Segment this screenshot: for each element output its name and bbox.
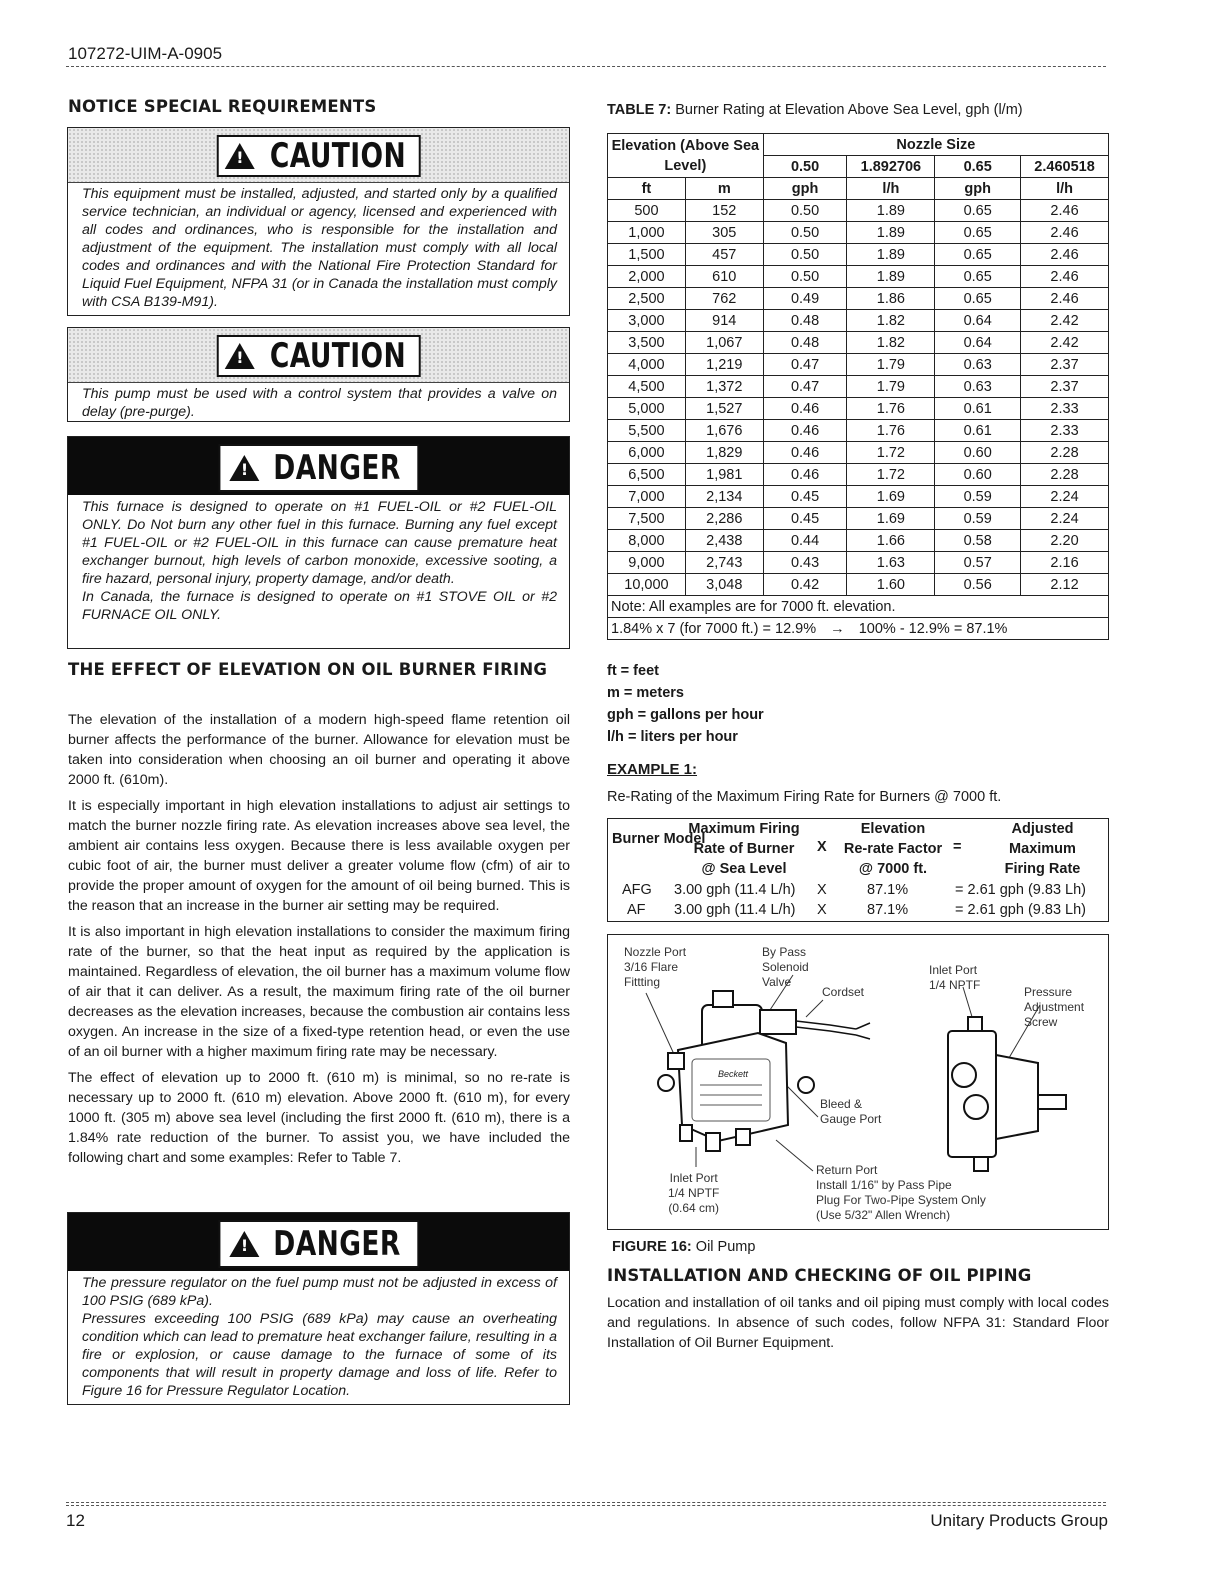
table-cell: 0.61 bbox=[935, 420, 1021, 442]
nozzle-size: 0.50 bbox=[763, 156, 847, 178]
table-cell: 0.60 bbox=[935, 442, 1021, 464]
caution-header bbox=[68, 328, 569, 383]
table-cell: 1.72 bbox=[847, 464, 935, 486]
caution-signal: ! CAUTION bbox=[216, 135, 421, 177]
table-cell: 1.76 bbox=[847, 420, 935, 442]
col-multiply: X bbox=[817, 839, 827, 855]
table-cell: 4,000 bbox=[608, 354, 686, 376]
table-cell: 2.42 bbox=[1021, 332, 1109, 354]
table-cell: 1.63 bbox=[847, 552, 935, 574]
table-cell: 1.60 bbox=[847, 574, 935, 596]
table-cell: 0.43 bbox=[763, 552, 847, 574]
table7-caption: TABLE 7: Burner Rating at Elevation Above Sea Level, gph (l/m) bbox=[607, 102, 1023, 118]
unit-header: gph bbox=[935, 178, 1021, 200]
table-row bbox=[608, 266, 1109, 288]
table-cell: 2,500 bbox=[608, 288, 686, 310]
table-cell: 2.46 bbox=[1021, 266, 1109, 288]
table-cell: 1.79 bbox=[847, 354, 935, 376]
table-cell: 2.28 bbox=[1021, 442, 1109, 464]
table-row bbox=[608, 332, 1109, 354]
table-cell: 0.48 bbox=[763, 310, 847, 332]
table-cell: 0.64 bbox=[935, 332, 1021, 354]
danger-header bbox=[68, 1213, 569, 1271]
table-cell: 2.33 bbox=[1021, 420, 1109, 442]
label-bypass-solenoid: By Pass Solenoid Valve bbox=[762, 945, 809, 989]
table-cell: 2.24 bbox=[1021, 508, 1109, 530]
unit-header: ft bbox=[608, 178, 686, 200]
table-cell: 914 bbox=[685, 310, 763, 332]
table-cell: 0.65 bbox=[935, 200, 1021, 222]
piping-body: Location and installation of oil tanks and oil piping must comply with local codes and regulations. In absence of such codes, follow NFPA 31: Standard Floor Installation of Oil Burner Equipment. bbox=[607, 1295, 1109, 1351]
example-result: = 2.61 gph (9.83 Lh) bbox=[955, 882, 1087, 898]
table-cell: 2.12 bbox=[1021, 574, 1109, 596]
example-factor: 87.1% bbox=[867, 882, 909, 898]
caution-text: This pump must be used with a control system that provides a valve on delay (pre-purge). bbox=[82, 386, 557, 420]
danger-signal: ! DANGER bbox=[220, 446, 417, 490]
table-cell: 0.60 bbox=[935, 464, 1021, 486]
table-row bbox=[608, 222, 1109, 244]
table-cell: 0.45 bbox=[763, 508, 847, 530]
table-cell: 1.66 bbox=[847, 530, 935, 552]
legend-item: gph = gallons per hour bbox=[607, 707, 764, 723]
table-cell: 0.42 bbox=[763, 574, 847, 596]
table-cell: 0.57 bbox=[935, 552, 1021, 574]
col-equals: = bbox=[953, 839, 962, 855]
table-cell: 0.50 bbox=[763, 266, 847, 288]
unit-header: m bbox=[685, 178, 763, 200]
danger-signal: ! DANGER bbox=[220, 1222, 417, 1266]
table-cell: 10,000 bbox=[608, 574, 686, 596]
table-note: Note: All examples are for 7000 ft. elevation. bbox=[608, 596, 1109, 618]
table-row bbox=[608, 530, 1109, 552]
elevation-header: Elevation (Above Sea Level) bbox=[608, 134, 764, 178]
caution-box-pump bbox=[67, 327, 570, 422]
table-cell: 2.46 bbox=[1021, 222, 1109, 244]
table-cell: 5,500 bbox=[608, 420, 686, 442]
table-row bbox=[608, 310, 1109, 332]
table-cell: 0.59 bbox=[935, 508, 1021, 530]
figure16-caption: FIGURE 16: Oil Pump bbox=[612, 1239, 756, 1255]
table-row bbox=[608, 244, 1109, 266]
table-row bbox=[608, 354, 1109, 376]
table-cell: 2.24 bbox=[1021, 486, 1109, 508]
table-cell: 0.47 bbox=[763, 376, 847, 398]
warning-triangle-icon: ! bbox=[224, 143, 254, 169]
table-row bbox=[608, 442, 1109, 464]
svg-text:Beckett: Beckett bbox=[718, 1069, 749, 1079]
danger-box-fuel bbox=[67, 436, 570, 649]
caution-text: This equipment must be installed, adjusted, and started only by a qualified service technician, an individual or agency, licensed and experienced with all codes and ordinances, who is responsible for the installation and adjustment of the equipment. The installation must comply with all local codes and ordinances and with the National Fire Protection Standard for Liquid Fuel Equipment, NFPA 31 (or in Canada the installation must comply with CSA B139-M91). bbox=[82, 186, 557, 310]
piping-heading: INSTALLATION AND CHECKING OF OIL PIPING bbox=[607, 1266, 1032, 1285]
table-cell: 2,743 bbox=[685, 552, 763, 574]
table-cell: 0.64 bbox=[935, 310, 1021, 332]
danger-header bbox=[68, 437, 569, 495]
table-cell: 0.65 bbox=[935, 222, 1021, 244]
table-row bbox=[608, 376, 1109, 398]
table-cell: 2.37 bbox=[1021, 376, 1109, 398]
table-cell: 0.46 bbox=[763, 442, 847, 464]
warning-triangle-icon: ! bbox=[229, 1231, 259, 1257]
table-row bbox=[608, 398, 1109, 420]
danger-text: This furnace is designed to operate on #1 FUEL-OIL or #2 FUEL-OIL ONLY. Do Not burn any other fuel in this furnace. Burning any fuel except #1 FUEL-OIL or #2 FUEL-OIL in this furnace can cause premature heat exchanger burnout, high levels of carbon monoxide, excessive sooting, a fire hazard, personal injury, property damage, and/or death. In Canada, the furnace is designed to operate on #1 STOVE OIL or #2 FURNACE OIL ONLY. bbox=[82, 499, 557, 623]
unit-header: gph bbox=[763, 178, 847, 200]
table-cell: 305 bbox=[685, 222, 763, 244]
table-cell: 6,500 bbox=[608, 464, 686, 486]
paragraph: It is especially important in high elevation installations to adjust air settings to match the burner nozzle firing rate. As elevation increases above sea level, the ambient air contains less oxygen. Because there is less available oxygen per cubic foot of air, the burner must deliver a greater volume flow (cfm) of air to provide the proper amount of oxygen for the amount of oil being burned. This is the reason that an increase in the burner air setting may be required. bbox=[68, 798, 570, 914]
table-cell: 1.82 bbox=[847, 310, 935, 332]
table-cell: 1.76 bbox=[847, 398, 935, 420]
danger-box-pressure bbox=[67, 1212, 570, 1405]
table-cell: 2.16 bbox=[1021, 552, 1109, 574]
danger-text: The pressure regulator on the fuel pump must not be adjusted in excess of 100 PSIG (689 kPa). Pressures exceeding 100 PSIG (689 kPa) may cause an overheating condition which can lead to premature heat exchanger failure, resulting in a fire or explosion, or cause damage to the furnace of some of its components that will result in property damage and loss of life. Refer to Figure 16 for Pressure Regulator Location. bbox=[82, 1275, 557, 1399]
table-cell: 1.89 bbox=[847, 200, 935, 222]
legend-item: m = meters bbox=[607, 685, 684, 701]
header-rule bbox=[66, 66, 1106, 67]
table-row bbox=[608, 420, 1109, 442]
table-cell: 1.79 bbox=[847, 376, 935, 398]
example-model: AF bbox=[627, 902, 646, 918]
nozzle-header: Nozzle Size bbox=[763, 134, 1108, 156]
legend-item: l/h = liters per hour bbox=[607, 729, 738, 745]
warning-triangle-icon: ! bbox=[224, 343, 254, 369]
elevation-body bbox=[68, 710, 570, 1174]
units-legend bbox=[607, 660, 764, 748]
example-multiply: X bbox=[817, 902, 827, 918]
table-cell: 1.89 bbox=[847, 244, 935, 266]
table-cell: 0.56 bbox=[935, 574, 1021, 596]
label-nozzle-port: Nozzle Port 3/16 Flare Fittting bbox=[624, 945, 687, 989]
table-cell: 2.46 bbox=[1021, 244, 1109, 266]
table-cell: 2,134 bbox=[685, 486, 763, 508]
table-row bbox=[608, 552, 1109, 574]
table-cell: 1.72 bbox=[847, 442, 935, 464]
table-cell: 0.50 bbox=[763, 200, 847, 222]
burner-rating-table bbox=[607, 133, 1109, 640]
elevation-heading: THE EFFECT OF ELEVATION ON OIL BURNER FIRING bbox=[68, 660, 548, 679]
page-number: 12 bbox=[66, 1511, 85, 1530]
table-cell: 1,676 bbox=[685, 420, 763, 442]
example-title: EXAMPLE 1: bbox=[607, 761, 698, 778]
table-cell: 1,829 bbox=[685, 442, 763, 464]
table-row bbox=[608, 486, 1109, 508]
table-cell: 1,981 bbox=[685, 464, 763, 486]
table-cell: 1,372 bbox=[685, 376, 763, 398]
table-cell: 2.28 bbox=[1021, 464, 1109, 486]
table-cell: 2.46 bbox=[1021, 200, 1109, 222]
table-cell: 0.61 bbox=[935, 398, 1021, 420]
table-cell: 500 bbox=[608, 200, 686, 222]
legend-item: ft = feet bbox=[607, 663, 659, 679]
table-cell: 0.46 bbox=[763, 420, 847, 442]
table-cell: 1.89 bbox=[847, 266, 935, 288]
footer-rule bbox=[66, 1505, 1106, 1506]
table-cell: 0.44 bbox=[763, 530, 847, 552]
col-adjusted-rate: Adjusted Maximum Firing Rate bbox=[1004, 821, 1081, 877]
table-cell: 3,048 bbox=[685, 574, 763, 596]
label-inlet-port-right: Inlet Port 1/4 NPTF bbox=[929, 963, 981, 992]
col-burner-model: Burner Model bbox=[612, 831, 706, 847]
table-cell: 2,286 bbox=[685, 508, 763, 530]
table-cell: 0.59 bbox=[935, 486, 1021, 508]
warning-triangle-icon: ! bbox=[229, 455, 259, 481]
example-rate: 3.00 gph (11.4 L/h) bbox=[674, 882, 796, 898]
caution-signal: ! CAUTION bbox=[216, 335, 421, 377]
table-cell: 7,000 bbox=[608, 486, 686, 508]
table-cell: 0.47 bbox=[763, 354, 847, 376]
paragraph: The effect of elevation up to 2000 ft. (610 m) is minimal, so no re-rate is necessary up to 2000 ft. (610 m) elevation. Above 2000 ft. (610 m), for every 1000 ft. (305 m) above sea level (including the first 2000 ft. (610 m), there is a 1.84% rate reduction of the burner. To assist you, we have included the following chart and some examples: Refer to Table 7. bbox=[68, 1070, 570, 1166]
label-cordset: Cordset bbox=[822, 985, 865, 999]
example-result: = 2.61 gph (9.83 Lh) bbox=[955, 902, 1087, 918]
table-cell: 0.63 bbox=[935, 354, 1021, 376]
table-cell: 0.65 bbox=[935, 244, 1021, 266]
table-cell: 2.33 bbox=[1021, 398, 1109, 420]
label-inlet-port-left: Inlet Port 1/4 NPTF (0.64 cm) bbox=[668, 1171, 720, 1215]
table-cell: 0.65 bbox=[935, 266, 1021, 288]
label-bleed-port: Bleed & Gauge Port bbox=[820, 1097, 882, 1126]
table-cell: 5,000 bbox=[608, 398, 686, 420]
table-cell: 0.63 bbox=[935, 376, 1021, 398]
table-cell: 0.45 bbox=[763, 486, 847, 508]
table-row bbox=[608, 464, 1109, 486]
table-cell: 0.65 bbox=[935, 288, 1021, 310]
footer-company: Unitary Products Group bbox=[930, 1511, 1108, 1530]
label-return-port: Return Port Install 1/16" by Pass Pipe Plug For Two-Pipe System Only (Use 5/32" Allen Wrench) bbox=[816, 1163, 986, 1222]
nozzle-size: 0.65 bbox=[935, 156, 1021, 178]
example-factor: 87.1% bbox=[867, 902, 909, 918]
table-cell: 152 bbox=[685, 200, 763, 222]
example-table bbox=[607, 818, 1109, 922]
table-cell: 2.20 bbox=[1021, 530, 1109, 552]
table-cell: 0.50 bbox=[763, 244, 847, 266]
table-cell: 0.50 bbox=[763, 222, 847, 244]
table-cell: 3,000 bbox=[608, 310, 686, 332]
footer-rule bbox=[66, 1502, 1106, 1503]
table-cell: 2.46 bbox=[1021, 288, 1109, 310]
unit-header: l/h bbox=[1021, 178, 1109, 200]
example-multiply: X bbox=[817, 882, 827, 898]
table-cell: 0.49 bbox=[763, 288, 847, 310]
paragraph: The elevation of the installation of a modern high-speed flame retention oil burner affects the performance of the burner. Allowance for elevation must be taken into consideration when choosing an oil burner and operating it above 2000 ft. (610m). bbox=[68, 712, 570, 788]
caution-header bbox=[68, 128, 569, 183]
notice-heading: NOTICE SPECIAL REQUIREMENTS bbox=[68, 97, 377, 116]
paragraph: It is also important in high elevation installations to consider the maximum firing rate of the burner, so that the heat input as required by the application is maintained. Regardless of elevation, the oil burner has a maximum volume flow of air that it can deliver. As a result, the maximum firing rate of the oil burner decreases as the elevation increases, because the combustion air contains less oxygen. An increase in the size of a fixed-type retention head, or even the use of an oil burner with a higher maximum firing rate may be necessary. bbox=[68, 924, 570, 1060]
table-cell: 1,527 bbox=[685, 398, 763, 420]
table-cell: 1.86 bbox=[847, 288, 935, 310]
document-id: 107272-UIM-A-0905 bbox=[68, 44, 223, 63]
table-cell: 7,500 bbox=[608, 508, 686, 530]
table-row bbox=[608, 288, 1109, 310]
table-cell: 4,500 bbox=[608, 376, 686, 398]
table-row bbox=[608, 574, 1109, 596]
example-model: AFG bbox=[622, 882, 652, 898]
table-cell: 1,219 bbox=[685, 354, 763, 376]
col-rerate-factor: Elevation Re-rate Factor @ 7000 ft. bbox=[843, 821, 943, 877]
label-pressure-screw: Pressure Adjustment Screw bbox=[1024, 985, 1085, 1029]
table-cell: 1.82 bbox=[847, 332, 935, 354]
table-cell: 1.69 bbox=[847, 508, 935, 530]
col-max-rate: Maximum Firing Rate of Burner @ Sea Level bbox=[688, 821, 800, 877]
table-cell: 3,500 bbox=[608, 332, 686, 354]
table-cell: 0.48 bbox=[763, 332, 847, 354]
caution-box-installation bbox=[67, 127, 570, 316]
table-cell: 1,000 bbox=[608, 222, 686, 244]
example-description: Re-Rating of the Maximum Firing Rate for Burners @ 7000 ft. bbox=[607, 789, 1002, 805]
table-cell: 2.37 bbox=[1021, 354, 1109, 376]
table-row bbox=[608, 508, 1109, 530]
table-cell: 2.42 bbox=[1021, 310, 1109, 332]
table-cell: 1.69 bbox=[847, 486, 935, 508]
table-cell: 8,000 bbox=[608, 530, 686, 552]
table-cell: 1,067 bbox=[685, 332, 763, 354]
table-cell: 1.89 bbox=[847, 222, 935, 244]
example-rate: 3.00 gph (11.4 L/h) bbox=[674, 902, 796, 918]
table-cell: 0.46 bbox=[763, 398, 847, 420]
table-cell: 9,000 bbox=[608, 552, 686, 574]
table-cell: 2,438 bbox=[685, 530, 763, 552]
table-cell: 6,000 bbox=[608, 442, 686, 464]
table-cell: 762 bbox=[685, 288, 763, 310]
table-cell: 457 bbox=[685, 244, 763, 266]
table-cell: 2,000 bbox=[608, 266, 686, 288]
table-cell: 610 bbox=[685, 266, 763, 288]
table-calculation: 1.84% x 7 (for 7000 ft.) = 12.9% → 100% - 12.9% = 87.1% bbox=[608, 618, 1109, 640]
table-cell: 0.58 bbox=[935, 530, 1021, 552]
oil-pump-figure bbox=[607, 934, 1109, 1230]
table-row bbox=[608, 200, 1109, 222]
table-cell: 0.46 bbox=[763, 464, 847, 486]
nozzle-size: 1.892706 bbox=[847, 156, 935, 178]
nozzle-size: 2.460518 bbox=[1021, 156, 1109, 178]
table-cell: 1,500 bbox=[608, 244, 686, 266]
unit-header: l/h bbox=[847, 178, 935, 200]
